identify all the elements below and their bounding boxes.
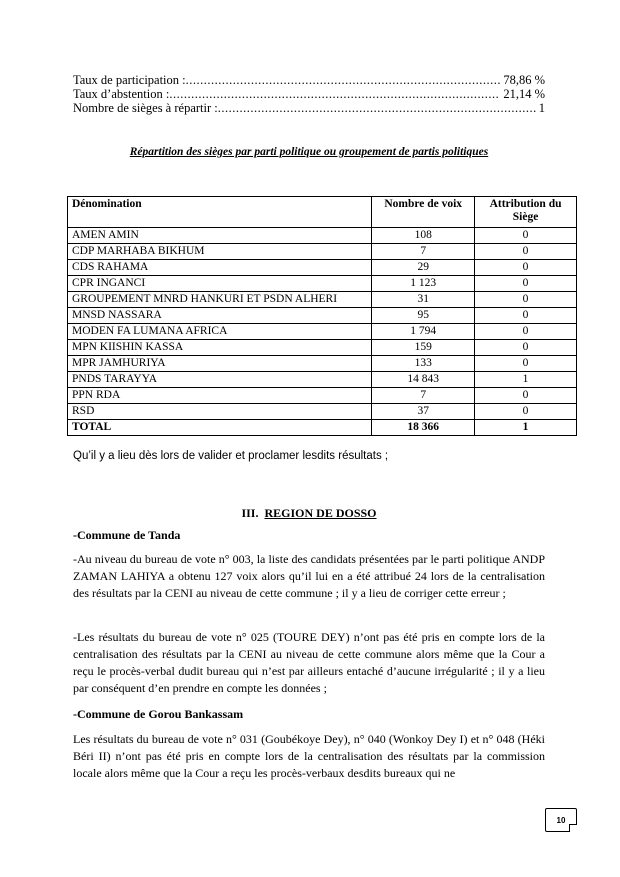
table-row: MODEN FA LUMANA AFRICA 1 794 0 bbox=[68, 324, 577, 340]
participation-rate: Taux de participation : ..... 78,86 % bbox=[73, 73, 545, 87]
table-row: PPN RDA 7 0 bbox=[68, 388, 577, 404]
table-row: GROUPEMENT MNRD HANKURI ET PSDN ALHERI 31 0 bbox=[68, 292, 577, 308]
section-heading: III. REGION DE DOSSO bbox=[241, 506, 377, 520]
tanda-paragraph-1: -Au niveau du bureau de vote n° 003, la liste des candidats présentées par le parti politique ANDP ZAMAN LAHIYA a obtenu 127 voix alors qu’il lui en a été attribué 24 lors de la centralisation des résultats par la CENI au niveau de cette commune ; il y a lieu de corriger cette erreur ; bbox=[73, 552, 545, 600]
seat-allocation-table bbox=[67, 196, 577, 436]
page-number: 10 bbox=[545, 808, 577, 832]
table-row: CDS RAHAMA 29 0 bbox=[68, 260, 577, 276]
tanda-paragraph-2: -Les résultats du bureau de vote n° 025 (TOURE DEY) n’ont pas été pris en compte lors de la centralisation des résultats par la CENI au niveau de cette commune alors même que la Cour a reçu le procès-verbal dudit bureau qui n’est par ailleurs entaché d’aucune irrégularité ; il y a lieu par conséquent d’en prendre en compte les données ; bbox=[73, 630, 545, 695]
table-row: CDP MARHABA BIKHUM 7 0 bbox=[68, 244, 577, 260]
abstention-rate: Taux d’abstention : ..... 21,14 % bbox=[73, 87, 545, 101]
table-row: RSD 37 0 bbox=[68, 404, 577, 420]
validation-text: Qu’il y a lieu dès lors de valider et proclamer lesdits résultats ; bbox=[73, 450, 389, 462]
table-row: AMEN AMIN 108 0 bbox=[68, 228, 577, 244]
table-header-row bbox=[68, 197, 577, 228]
table-row: CPR INGANCI 1 123 0 bbox=[68, 276, 577, 292]
seats-to-allocate: Nombre de sièges à répartir : ..... 1 bbox=[73, 101, 545, 115]
election-stats bbox=[73, 73, 545, 115]
table-total-row: TOTAL 18 366 1 bbox=[68, 420, 577, 436]
header-votes: Nombre de voix bbox=[372, 197, 475, 228]
header-seats: Attribution du Siège bbox=[475, 197, 577, 228]
table-title: Répartition des sièges par parti politique ou groupement de partis politiques bbox=[129, 146, 489, 158]
table-row: MPR JAMHURIYA 133 0 bbox=[68, 356, 577, 372]
gorou-heading: -Commune de Gorou Bankassam bbox=[73, 707, 244, 721]
table-row: MNSD NASSARA 95 0 bbox=[68, 308, 577, 324]
header-denomination: Dénomination bbox=[68, 197, 372, 228]
table-row: MPN KIISHIN KASSA 159 0 bbox=[68, 340, 577, 356]
tanda-heading: -Commune de Tanda bbox=[73, 528, 181, 542]
table-row: PNDS TARAYYA 14 843 1 bbox=[68, 372, 577, 388]
gorou-paragraph-1: Les résultats du bureau de vote n° 031 (Goubékoye Dey), n° 040 (Wonkoy Dey I) et n° 048 (Héki Béri II) n’ont pas été pris en compte lors de la centralisation des résultats par la commission locale alors même que la Cour a reçu les procès-verbaux desdits bureaux qui ne bbox=[73, 732, 545, 780]
